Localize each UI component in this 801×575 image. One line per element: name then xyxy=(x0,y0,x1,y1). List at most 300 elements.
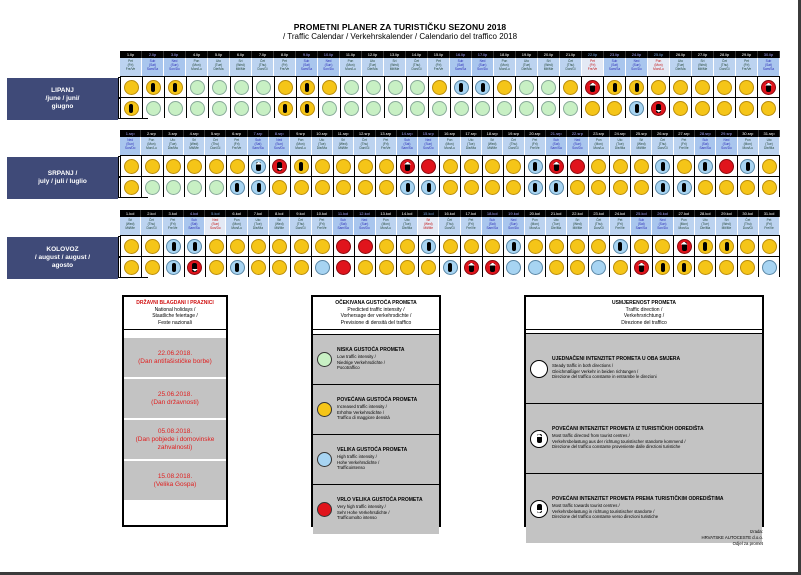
day-name xyxy=(184,137,205,155)
day-name-line: Son/Do xyxy=(721,146,732,150)
high-traffic-dot-icon xyxy=(655,180,670,195)
steady-bar-icon xyxy=(129,104,133,113)
day-name-line: Sam/Sa xyxy=(699,146,711,150)
increased-traffic-dot-icon xyxy=(294,180,309,195)
up-arrow-icon xyxy=(469,263,474,272)
direction-steady-line: Steady traffic in both directions / xyxy=(552,362,614,368)
day-date: 25.srp xyxy=(631,130,652,137)
day-date: 4.lip xyxy=(186,51,208,58)
steady-bar-icon xyxy=(305,104,309,113)
day-name-line: Pet xyxy=(468,218,474,222)
day-name xyxy=(226,137,247,155)
weekday-row xyxy=(120,58,780,76)
day-name-line: Čet xyxy=(447,218,453,222)
very-high-traffic-dot-icon xyxy=(585,80,600,95)
traffic-row-afternoon xyxy=(120,176,780,197)
traffic-cell xyxy=(538,98,560,118)
day-name xyxy=(312,217,333,235)
low-traffic-dot-icon xyxy=(454,101,469,116)
day-name-line: (Thu) xyxy=(509,142,518,146)
steady-bar-icon xyxy=(512,242,516,251)
day-name-line: (Thu) xyxy=(211,142,220,146)
low-traffic-dot-icon xyxy=(344,101,359,116)
increased-traffic-dot-icon xyxy=(528,239,543,254)
increased-traffic-dot-icon xyxy=(655,260,670,275)
traffic-cell xyxy=(275,98,297,118)
density-very-high-line: Very high traffic intensity / xyxy=(337,503,386,509)
day-name-line: (Tue) xyxy=(403,222,411,226)
day-name-line: (Fri) xyxy=(617,222,623,226)
day-name-line: Sri xyxy=(392,59,397,63)
density-low-title: NISKA GUSTOĆA PROMETA xyxy=(337,347,405,354)
direction-sub-2: Verkehrsrichtung / xyxy=(623,313,665,319)
day-date: 31.kol xyxy=(759,210,780,217)
footer-credits xyxy=(701,529,763,547)
day-name-line: Pon xyxy=(148,138,155,142)
increased-traffic-dot-icon xyxy=(563,80,578,95)
day-name-line: Uto xyxy=(370,59,375,63)
increased-traffic-dot-icon xyxy=(497,80,512,95)
weekday-row xyxy=(120,217,780,235)
day-name-line: Mon/Lu xyxy=(345,67,356,71)
increased-traffic-dot-icon xyxy=(251,260,266,275)
increased-traffic-dot-icon xyxy=(485,239,500,254)
day-date: 7.srp xyxy=(248,130,269,137)
high-traffic-dot-icon xyxy=(528,159,543,174)
high-traffic-dot-icon xyxy=(528,180,543,195)
day-name-line: Mon/Lu xyxy=(231,226,242,230)
day-name-line: Ned xyxy=(212,218,219,222)
increased-traffic-dot-icon xyxy=(464,159,479,174)
low-traffic-dot-icon xyxy=(388,101,403,116)
day-date: 18.kol xyxy=(482,210,503,217)
low-traffic-dot-icon xyxy=(190,80,205,95)
low-traffic-dot-icon xyxy=(541,80,556,95)
traffic-cell xyxy=(461,177,482,197)
increased-traffic-dot-icon xyxy=(739,101,754,116)
day-date: 22.srp xyxy=(567,130,588,137)
day-name-line: (Thu) xyxy=(566,63,575,67)
day-name-line: (Sat) xyxy=(339,222,347,226)
day-date: 16.kol xyxy=(439,210,460,217)
direction-from-line: Most traffic directed from tourist centres / xyxy=(552,432,630,438)
day-name-line: (Mon) xyxy=(743,142,752,146)
increased-traffic-dot-icon xyxy=(379,159,394,174)
day-name-line: Son/Do xyxy=(169,67,180,71)
day-name xyxy=(290,137,311,155)
holiday-date: 22.06.2018. xyxy=(157,349,193,357)
traffic-cell xyxy=(738,257,759,277)
day-name-line: Pon xyxy=(193,59,200,63)
calendar-grid-july xyxy=(120,130,780,197)
increased-traffic-dot-icon xyxy=(315,159,330,174)
increased-traffic-dot-icon xyxy=(677,159,692,174)
day-name-line: Pon xyxy=(446,138,453,142)
traffic-cell xyxy=(376,156,397,176)
day-name-line: Sri xyxy=(490,138,495,142)
traffic-cell xyxy=(589,236,610,256)
up-arrow-icon xyxy=(490,263,495,272)
increased-traffic-dot-icon xyxy=(358,180,373,195)
traffic-cell xyxy=(568,236,589,256)
day-name-line: (Fri) xyxy=(169,222,176,226)
day-name-line: (Wed) xyxy=(274,222,284,226)
day-name-line: (Wed) xyxy=(636,142,646,146)
day-name-line: (Sat) xyxy=(149,63,156,67)
steady-bar-icon xyxy=(661,263,665,272)
steady-bar-icon xyxy=(172,242,176,251)
increased-traffic-dot-icon xyxy=(168,80,183,95)
traffic-cell xyxy=(397,257,418,277)
increased-traffic-dot-icon xyxy=(317,402,332,417)
traffic-cell xyxy=(120,257,142,277)
day-name-line: Don/Gi xyxy=(257,67,268,71)
day-name-line: (Sat) xyxy=(254,142,262,146)
increased-traffic-dot-icon xyxy=(209,159,224,174)
increased-traffic-dot-icon xyxy=(124,260,139,275)
holiday-item xyxy=(124,336,226,377)
traffic-cell xyxy=(759,177,780,197)
day-date: 8.kol xyxy=(269,210,290,217)
month-label-line: agosto xyxy=(51,262,74,269)
increased-traffic-dot-icon xyxy=(570,180,585,195)
density-increased-line: Erhöhte Verkehrsdichte / xyxy=(337,409,385,415)
traffic-cell xyxy=(631,257,652,277)
day-date: 3.srp xyxy=(163,130,184,137)
steady-bar-icon xyxy=(283,104,287,113)
day-name-line: Mon/Lu xyxy=(191,67,202,71)
day-name xyxy=(546,137,567,155)
traffic-cell xyxy=(270,236,291,256)
traffic-cell xyxy=(385,77,407,97)
day-name-line: Fre/Ve xyxy=(679,146,689,150)
increased-traffic-dot-icon xyxy=(762,159,777,174)
density-low-item xyxy=(313,334,439,384)
traffic-cell xyxy=(759,236,780,256)
day-name-line: Don/Gi xyxy=(565,67,576,71)
traffic-cell xyxy=(589,156,610,176)
increased-traffic-dot-icon xyxy=(673,80,688,95)
day-name xyxy=(205,217,226,235)
very-high-traffic-dot-icon xyxy=(761,80,776,95)
high-traffic-dot-icon xyxy=(400,180,415,195)
traffic-cell xyxy=(312,257,333,277)
day-name-line: Pon xyxy=(655,59,662,63)
day-name-line: Son/Do xyxy=(657,226,668,230)
day-name-line: Pet xyxy=(128,59,133,63)
day-name-line: Fre/Ve xyxy=(125,67,136,71)
day-name-line: Sam/Sa xyxy=(300,67,313,71)
traffic-cell xyxy=(610,236,631,256)
day-name-line: Uto xyxy=(468,138,474,142)
traffic-cell xyxy=(589,177,610,197)
traffic-cell xyxy=(736,77,758,97)
high-traffic-dot-icon xyxy=(655,159,670,174)
day-name-line: (Wed) xyxy=(236,63,245,67)
increased-traffic-dot-icon xyxy=(432,80,447,95)
day-name-line: Son/Do xyxy=(422,146,434,150)
day-name xyxy=(758,58,780,76)
traffic-cell xyxy=(143,77,165,97)
day-date: 5.kol xyxy=(205,210,226,217)
day-name-line: Sam/Sa xyxy=(635,226,647,230)
day-name-line: Mit/Me xyxy=(697,67,708,71)
day-date: 28.srp xyxy=(695,130,716,137)
day-name-line: (Fri) xyxy=(127,63,134,67)
low-traffic-dot-icon xyxy=(145,180,160,195)
day-date: 23.kol xyxy=(589,210,610,217)
steady-bar-icon xyxy=(703,242,707,251)
day-name-line: (Tue) xyxy=(254,222,262,226)
day-name-line: (Sun) xyxy=(275,142,284,146)
low-traffic-dot-icon xyxy=(541,101,556,116)
low-traffic-dot-icon xyxy=(234,101,249,116)
day-name xyxy=(141,217,162,235)
traffic-cell xyxy=(397,177,418,197)
traffic-cell xyxy=(270,257,291,277)
day-date: 14.kol xyxy=(397,210,418,217)
low-traffic-dot-icon xyxy=(317,352,332,367)
day-date: 17.kol xyxy=(461,210,482,217)
day-name xyxy=(738,217,759,235)
density-increased-item xyxy=(313,384,439,434)
day-name-line: Die/Ma xyxy=(367,67,378,71)
day-name xyxy=(546,217,567,235)
day-name-line: Sam/Sa xyxy=(608,67,621,71)
day-name-line: (Wed) xyxy=(544,63,553,67)
day-name-line: Pon xyxy=(347,59,354,63)
day-name-line: Pon xyxy=(744,138,751,142)
day-name xyxy=(759,137,780,155)
holidays-sub-2: Staatliche feiertage / xyxy=(152,313,198,319)
traffic-cell xyxy=(582,98,604,118)
day-name-line: (Sun) xyxy=(360,222,369,226)
day-name xyxy=(318,58,340,76)
day-date: 9.kol xyxy=(290,210,311,217)
day-name xyxy=(333,217,354,235)
day-name-line: Fre/Ve xyxy=(530,146,540,150)
day-name-line: Pet xyxy=(319,218,325,222)
day-name-line: (Tue) xyxy=(676,63,685,67)
traffic-cell xyxy=(604,98,626,118)
very-high-traffic-dot-icon xyxy=(187,260,202,275)
high-traffic-dot-icon xyxy=(421,180,436,195)
low-traffic-dot-icon xyxy=(388,80,403,95)
day-name-line: (Thu) xyxy=(743,222,752,226)
traffic-cell xyxy=(312,156,333,176)
day-date: 9.lip xyxy=(296,51,318,58)
increased-traffic-dot-icon xyxy=(230,239,245,254)
day-name-line: Uto xyxy=(319,138,325,142)
increased-traffic-dot-icon xyxy=(294,159,309,174)
traffic-cell xyxy=(397,236,418,256)
low-traffic-dot-icon xyxy=(187,180,202,195)
very-high-traffic-dot-icon xyxy=(719,159,734,174)
day-name xyxy=(461,137,482,155)
day-name-line: Mit/Me xyxy=(487,146,497,150)
day-date: 10.srp xyxy=(312,130,333,137)
increased-traffic-dot-icon xyxy=(379,180,394,195)
high-traffic-dot-icon xyxy=(549,180,564,195)
low-traffic-dot-icon xyxy=(366,101,381,116)
holiday-item xyxy=(124,459,226,500)
traffic-cell xyxy=(758,98,780,118)
traffic-cell xyxy=(582,77,604,97)
traffic-cell xyxy=(546,236,567,256)
increased-traffic-dot-icon xyxy=(607,101,622,116)
day-name-line: Die/Ma xyxy=(614,146,626,150)
traffic-cell xyxy=(120,77,143,97)
day-name-line: (Sat) xyxy=(303,63,310,67)
day-name xyxy=(340,58,362,76)
day-date: 18.lip xyxy=(494,51,516,58)
day-date: 14.srp xyxy=(397,130,418,137)
very-high-traffic-dot-icon xyxy=(421,159,436,174)
day-name xyxy=(482,137,503,155)
traffic-cell xyxy=(227,257,248,277)
density-high-line: High traffic intensity / xyxy=(337,453,377,459)
high-traffic-dot-icon xyxy=(317,452,332,467)
high-traffic-dot-icon xyxy=(187,239,202,254)
traffic-cell xyxy=(589,257,610,277)
traffic-cell xyxy=(187,77,209,97)
traffic-cell xyxy=(653,177,674,197)
traffic-cell xyxy=(504,257,525,277)
low-traffic-dot-icon xyxy=(146,101,161,116)
day-name-line: Pet xyxy=(436,59,441,63)
increased-traffic-dot-icon xyxy=(166,159,181,174)
day-name-line: Ned xyxy=(659,218,666,222)
increased-traffic-dot-icon xyxy=(300,101,315,116)
traffic-cell xyxy=(473,77,495,97)
steady-bar-icon xyxy=(533,183,537,192)
traffic-cell xyxy=(692,98,714,118)
footer-line: HRVATSKE AUTOCESTE d.o.o. xyxy=(701,535,763,540)
traffic-cell xyxy=(695,177,716,197)
traffic-cell xyxy=(341,98,363,118)
steady-bar-icon xyxy=(481,83,485,92)
traffic-cell xyxy=(231,77,253,97)
day-date: 11.srp xyxy=(333,130,354,137)
low-traffic-dot-icon xyxy=(212,101,227,116)
traffic-cell xyxy=(334,156,355,176)
day-name-line: Mit/Me xyxy=(274,226,284,230)
day-name-line: (Wed) xyxy=(423,222,433,226)
traffic-cell xyxy=(525,257,546,277)
day-name-line: Pet xyxy=(766,218,772,222)
day-name-line: Die/Ma xyxy=(700,226,711,230)
down-arrow-icon xyxy=(530,500,548,518)
day-date: 19.kol xyxy=(503,210,524,217)
day-name-line: (Sat) xyxy=(701,142,709,146)
traffic-cell xyxy=(461,257,482,277)
day-name-line: Don/Gi xyxy=(593,226,604,230)
increased-traffic-dot-icon xyxy=(322,80,337,95)
traffic-cell xyxy=(291,156,312,176)
direction-towards-line: Direzione del traffico constante verso direzioni turistiche xyxy=(552,514,659,520)
density-increased-line: Traffico di maggiore densità xyxy=(337,415,390,421)
day-name-line: Die/Ma xyxy=(252,226,263,230)
increased-traffic-dot-icon xyxy=(278,101,293,116)
traffic-row-afternoon xyxy=(120,97,780,118)
holiday-name: (Dan državnosti) xyxy=(151,398,199,406)
increased-traffic-dot-icon xyxy=(124,80,139,95)
day-name-line: Pet xyxy=(681,138,687,142)
day-date: 14.lip xyxy=(406,51,428,58)
day-name-line: (Sat) xyxy=(488,222,496,226)
day-name-line: Čet xyxy=(596,218,602,222)
direction-towards-line: Verkehrsbelastung in richtung touristischer standorte / xyxy=(552,508,655,514)
traffic-cell xyxy=(461,156,482,176)
day-name-line: Son/Do xyxy=(273,146,285,150)
day-name-line: Sub xyxy=(702,138,708,142)
day-name xyxy=(397,137,418,155)
day-name-line: Mon/Lu xyxy=(653,67,664,71)
day-date: 23.srp xyxy=(589,130,610,137)
increased-traffic-dot-icon xyxy=(549,239,564,254)
high-traffic-dot-icon xyxy=(475,80,490,95)
low-traffic-dot-icon xyxy=(168,101,183,116)
density-heading: OČEKIVANA GUSTOĆA PROMETA xyxy=(335,300,417,306)
day-name xyxy=(333,137,354,155)
month-label-line: SRPANJ / xyxy=(47,170,78,177)
month-label-august xyxy=(7,237,118,279)
day-name xyxy=(164,58,186,76)
day-name-line: Čet xyxy=(414,59,419,63)
traffic-cell xyxy=(738,156,759,176)
increased-traffic-dot-icon xyxy=(673,101,688,116)
increased-traffic-dot-icon xyxy=(124,101,139,116)
day-date: 26.kol xyxy=(652,210,673,217)
day-date: 11.lip xyxy=(340,51,362,58)
day-name-line: Son/Do xyxy=(323,67,334,71)
day-name-line: Pon xyxy=(595,138,602,142)
density-very-high-line: Sehr Hohe Verkehrsdichte / xyxy=(337,509,390,515)
traffic-cell xyxy=(120,156,142,176)
traffic-cell xyxy=(419,156,440,176)
holidays-header xyxy=(124,297,226,330)
traffic-cell xyxy=(334,236,355,256)
day-name-line: Mon/Lu xyxy=(593,146,604,150)
day-name-line: Fre/Ve xyxy=(615,226,625,230)
increased-traffic-dot-icon xyxy=(698,180,713,195)
traffic-cell xyxy=(120,236,142,256)
increased-traffic-dot-icon xyxy=(145,239,160,254)
day-name-line: Mon/Lu xyxy=(529,226,541,230)
day-name xyxy=(516,58,538,76)
traffic-row-morning xyxy=(120,76,780,97)
steady-bar-icon xyxy=(533,162,537,171)
increased-traffic-dot-icon xyxy=(717,101,732,116)
traffic-cell xyxy=(312,177,333,197)
increased-traffic-dot-icon xyxy=(613,260,628,275)
steady-bar-icon xyxy=(613,83,617,92)
high-traffic-dot-icon xyxy=(629,101,644,116)
day-name-line: Mon/Lu xyxy=(742,146,754,150)
day-name-line: Uto xyxy=(216,59,221,63)
day-name-line: (Thu) xyxy=(296,222,305,226)
steady-bar-icon xyxy=(682,183,686,192)
up-arrow-icon xyxy=(639,263,644,272)
low-traffic-dot-icon xyxy=(212,80,227,95)
day-name-line: Sri xyxy=(546,59,551,63)
increased-traffic-dot-icon xyxy=(570,260,585,275)
day-name-line: (Wed) xyxy=(722,222,731,226)
increased-traffic-dot-icon xyxy=(145,260,160,275)
day-name xyxy=(252,58,274,76)
traffic-cell xyxy=(206,177,227,197)
direction-steady-line: Gleichmäßiger Verkehr in beiden richtungen / xyxy=(552,368,639,374)
